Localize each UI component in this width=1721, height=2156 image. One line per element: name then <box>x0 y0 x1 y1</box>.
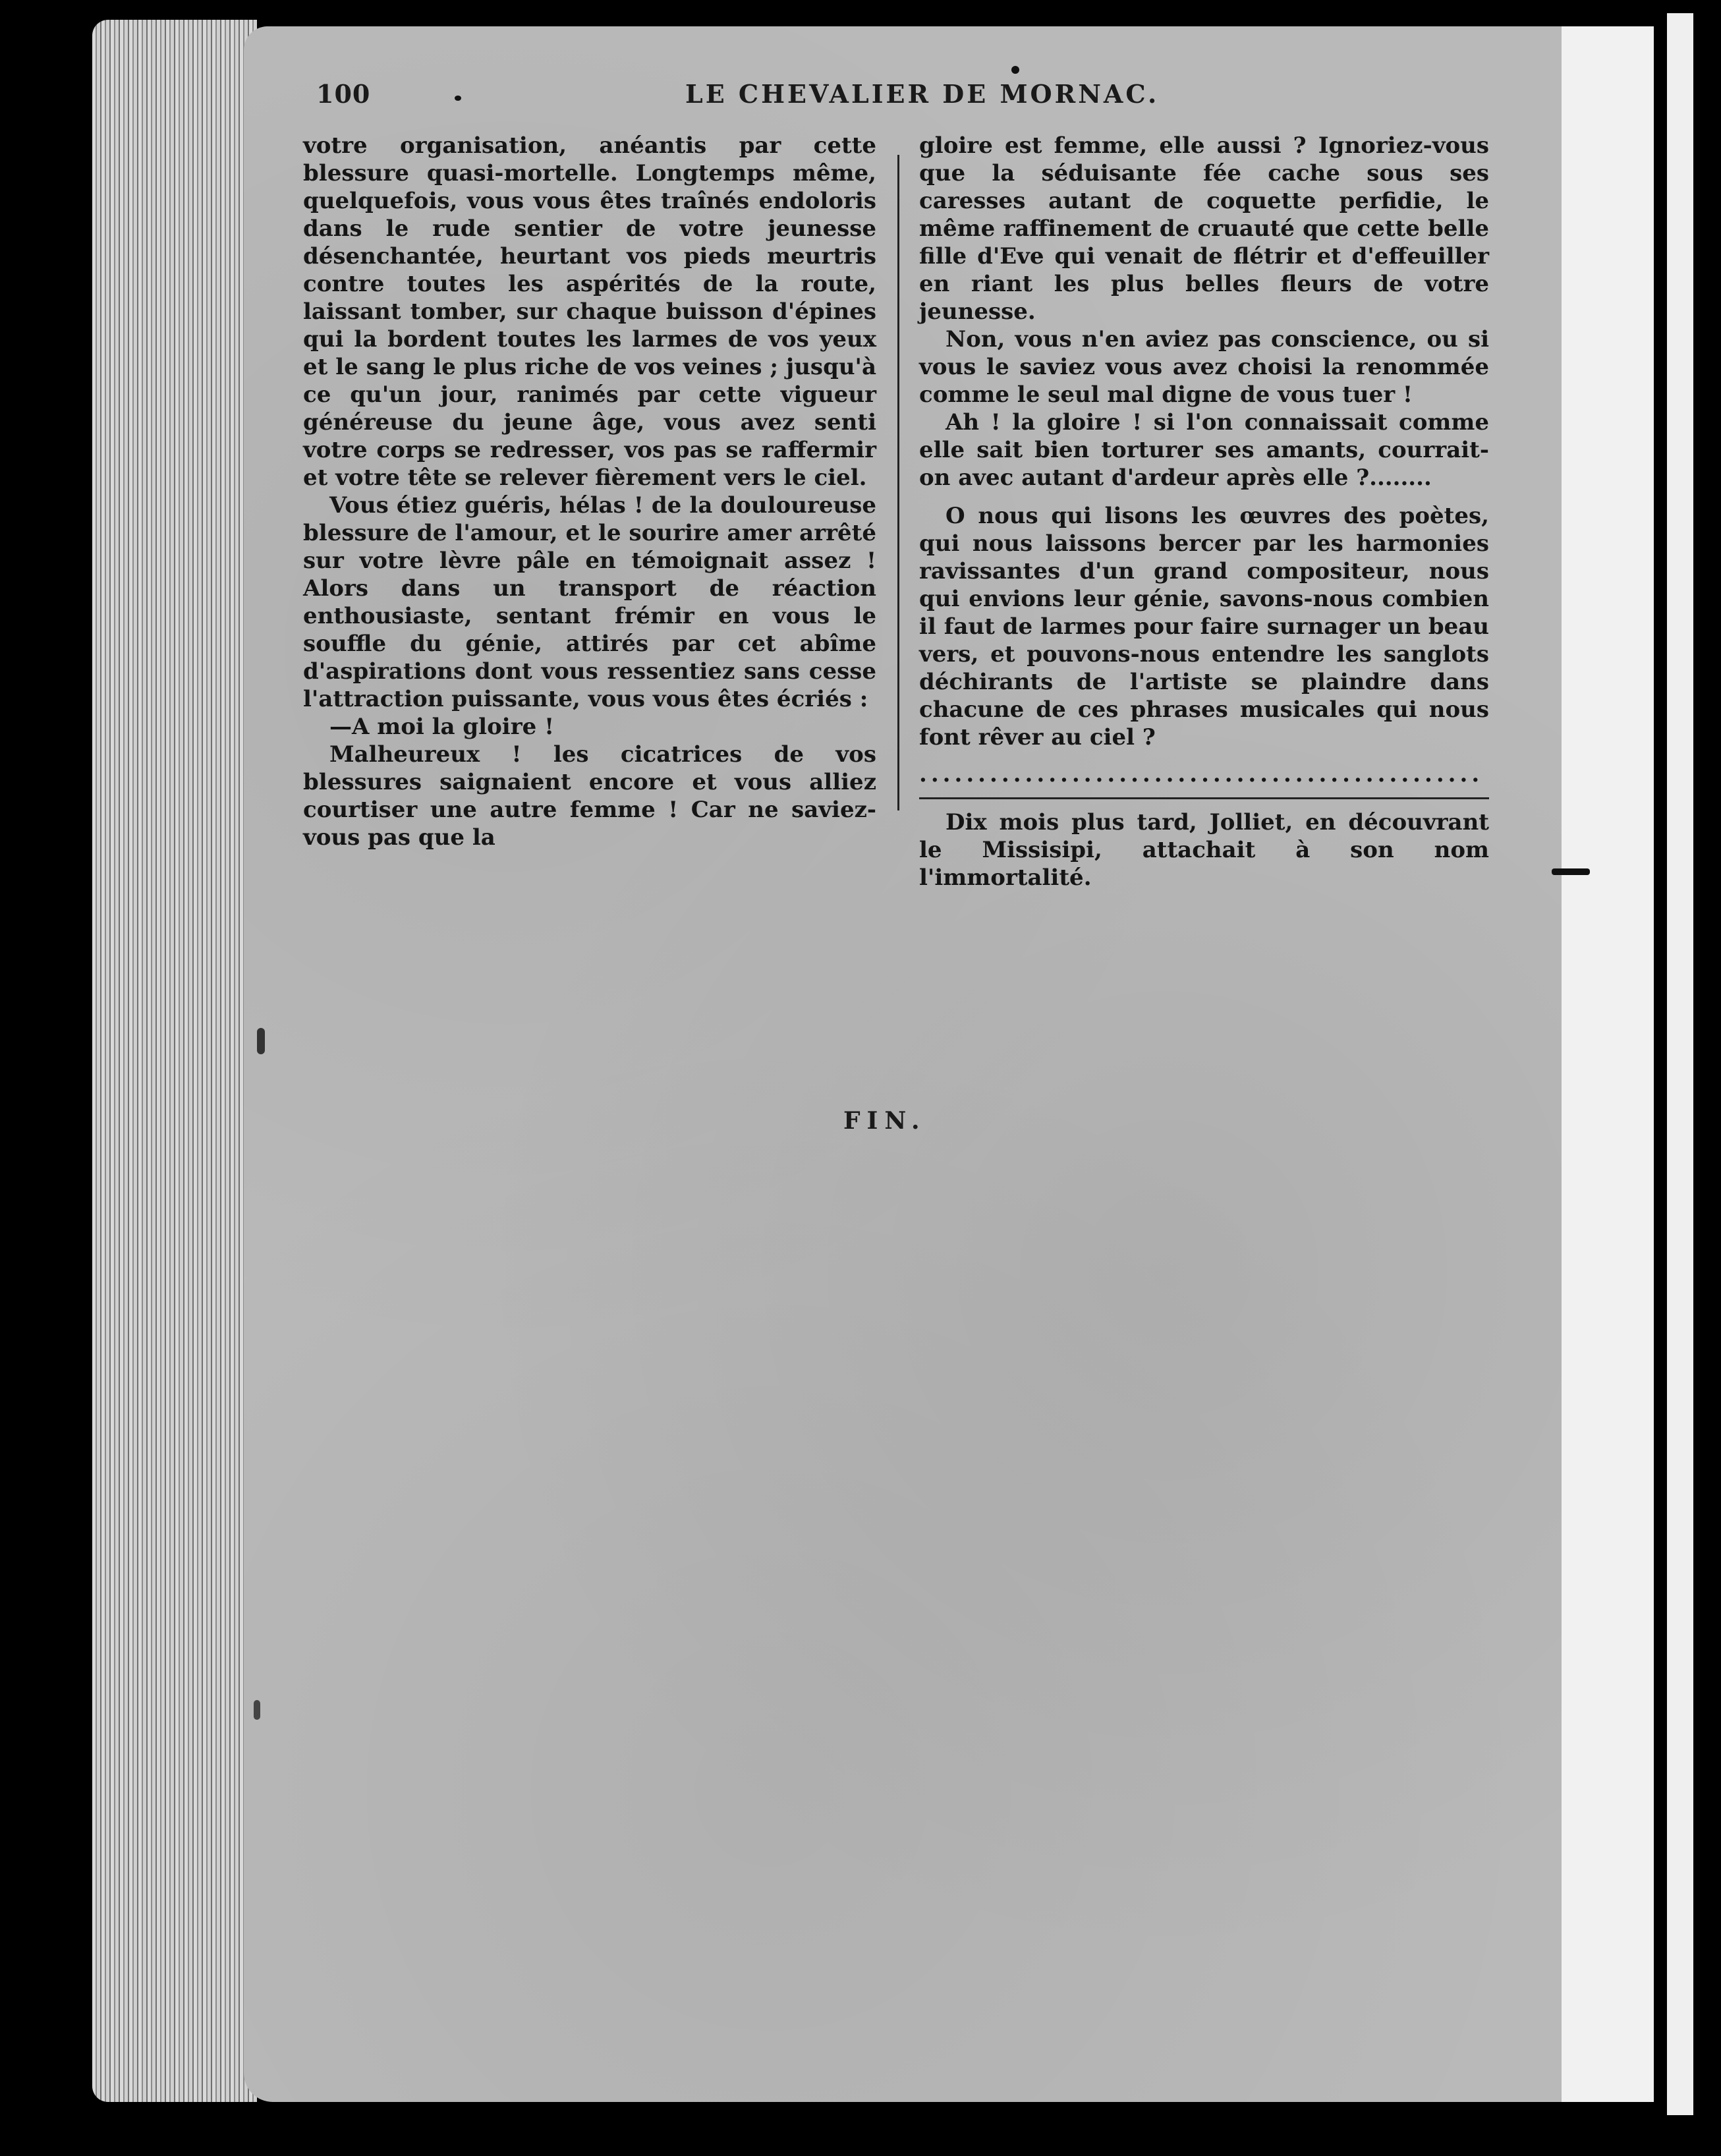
ink-speck <box>254 1700 260 1720</box>
adjacent-page-strip <box>1552 26 1654 2102</box>
paragraph: Malheureux ! les cicatrices de vos blessures saignaient encore et vous alliez courtiser une autre femme ! Car ne saviez-vous pas que la <box>303 741 876 851</box>
paragraph: gloire est femme, elle aussi ? Ignoriez-vous que la séduisante fée cache sous ses caresses autant de coquette perfidie, le même raffinement de cruauté que cette belle fille d'Eve qui venait de flétrir et d'effeuiller en riant les plus belles fleurs de votre jeunesse. <box>919 132 1489 325</box>
ink-speck <box>257 1028 265 1054</box>
ink-speck <box>455 96 461 101</box>
margin-mark <box>1552 868 1590 875</box>
paragraph: Non, vous n'en aviez pas conscience, ou si vous le saviez vous avez choisi la renommée comme le seul mal digne de vous tuer ! <box>919 326 1489 408</box>
paragraph: votre organisation, anéantis par cette blessure quasi-mortelle. Longtemps même, quelquefois, vous vous êtes traînés endoloris dans le rude sentier de votre jeunesse désenchantée, heurtant vos pieds meurtris contre toutes les aspérités de la route, laissant tomber, sur chaque buisson d'épines qui la bordent toutes les larmes de vos yeux et le sang le plus riche de vos veines ; jusqu'à ce qu'un jour, ranimés par cette vigueur généreuse du jeune âge, vous avez senti votre corps se redresser, vos pas se raffermir et votre tête se relever fièrement vers le ciel. <box>303 132 876 491</box>
dotted-separator: ................................................ <box>919 761 1484 787</box>
paragraph: Ah ! la gloire ! si l'on connaissait comme elle sait bien torturer ses amants, courrait-on avec autant d'ardeur après elle ?........ <box>919 409 1489 491</box>
end-mark: FIN. <box>843 1107 926 1135</box>
book-page-edges <box>92 20 257 2102</box>
paragraph: O nous qui lisons les œuvres des poètes, qui nous laissons bercer par les harmonies ravissantes d'un grand compositeur, nous qui envions leur génie, savons-nous combien il faut de larmes pour faire surnager un beau vers, et pouvons-nous entendre les sanglots déchirants de l'artiste se plaindre dans chacune de ces phrases musicales qui nous font rêver au ciel ? <box>919 503 1489 751</box>
section-rule <box>919 797 1489 799</box>
running-title: LE CHEVALIER DE MORNAC. <box>685 79 1160 109</box>
paragraph: —A moi la gloire ! <box>329 714 554 740</box>
adjacent-page-edge <box>1667 13 1693 2115</box>
right-text-column <box>919 132 1489 892</box>
paragraph: Dix mois plus tard, Jolliet, en découvrant le Missisipi, attachait à son nom l'immortalité. <box>919 809 1489 891</box>
column-divider <box>897 155 899 810</box>
ink-speck <box>1011 66 1019 74</box>
left-text-column <box>303 132 876 851</box>
page-number: 100 <box>316 79 371 109</box>
paragraph: Vous étiez guéris, hélas ! de la douloureuse blessure de l'amour, et le sourire amer arrêté sur votre lèvre pâle en témoignait assez ! Alors dans un transport de réaction enthousiaste, sentant frémir en vous le souffle du génie, attirés par cet abîme d'aspirations dont vous ressentiez sans cesse l'attraction puissante, vous vous êtes écriés : <box>303 492 876 712</box>
